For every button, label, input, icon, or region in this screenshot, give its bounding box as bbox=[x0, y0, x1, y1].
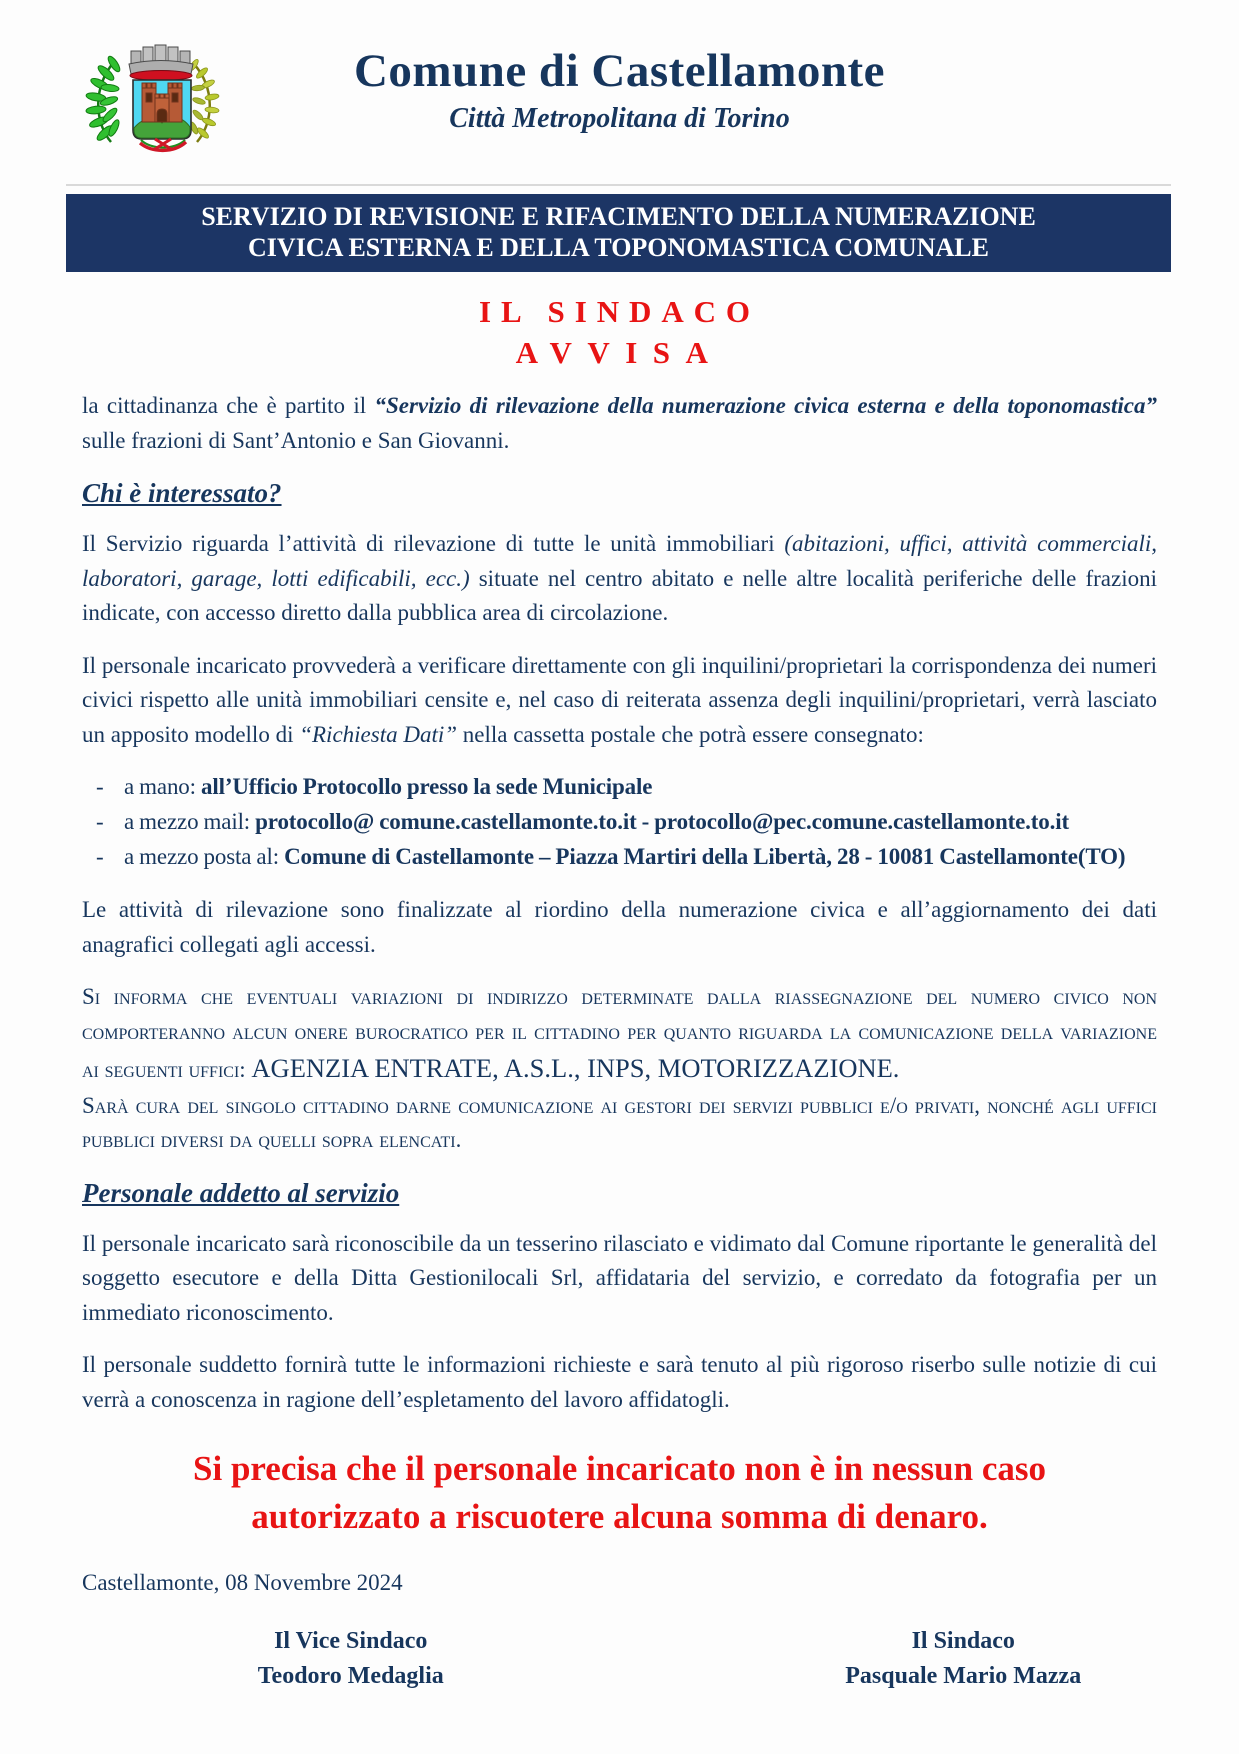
header-divider bbox=[66, 184, 1171, 186]
property-types-list: (abitazioni, uffici, attività commerciali, laboratori, garage, lotti edificabili, ecc.) bbox=[82, 531, 1157, 591]
mural-crown-icon bbox=[129, 45, 193, 81]
banner-line-2: CIVICA ESTERNA E DELLA TOPONOMASTICA COMUNALE bbox=[248, 233, 989, 263]
intro-text-2: sulle frazioni di Sant’Antonio e San Giovanni. bbox=[82, 427, 510, 453]
municipality-title: Comune di Castellamonte bbox=[353, 45, 886, 97]
signature-block bbox=[82, 1624, 1157, 1694]
document-header bbox=[82, 36, 1157, 164]
delivery-postal-address: Comune di Castellamonte – Piazza Martiri della Libertà, 28 - 10081 Castellamonte(TO) bbox=[284, 844, 1126, 870]
richiesta-dati-quote: “Richiesta Dati” bbox=[299, 721, 458, 747]
delivery-label: a mezzo posta al: bbox=[124, 844, 285, 870]
verification-paragraph bbox=[82, 649, 1157, 753]
delivery-options-list bbox=[82, 770, 1157, 875]
intro-text-1: la cittadinanza che è partito il bbox=[82, 393, 375, 419]
delivery-option-hand bbox=[124, 770, 1157, 805]
offices-list: AGENZIA ENTRATE, A.S.L., INPS, MOTORIZZAZIONE. bbox=[251, 1053, 900, 1084]
no-money-warning bbox=[82, 1445, 1157, 1540]
service-scope-paragraph bbox=[82, 527, 1157, 631]
mayor-proclamation bbox=[82, 294, 1157, 371]
signature-mayor bbox=[620, 1624, 1158, 1694]
municipality-subtitle: Città Metropolitana di Torino bbox=[449, 103, 790, 134]
list-item bbox=[82, 770, 1157, 805]
verification-text-2: nella cassetta postale che potrà essere consegnato: bbox=[457, 721, 924, 747]
coat-of-arms-icon bbox=[84, 36, 224, 160]
dash-bullet-icon: - bbox=[96, 774, 104, 800]
address-change-paragraph bbox=[82, 980, 1157, 1089]
proclamation-line-1: IL SINDACO bbox=[479, 294, 760, 330]
list-item bbox=[82, 840, 1157, 875]
delivery-label: a mezzo mail: bbox=[124, 809, 256, 835]
ribbon-icon bbox=[140, 139, 186, 150]
badge-paragraph: Il personale incaricato sarà riconoscibile da un tesserino rilasciato e vidimato dal Comune riportante le generalità del soggetto esecutore e della Ditta Gestionilocali Srl, affidataria del servizio, e corredato da fotografia per un immediato riconoscimento. bbox=[82, 1230, 1157, 1325]
dash-bullet-icon: - bbox=[96, 809, 104, 835]
delivery-option-post bbox=[124, 840, 1157, 875]
service-name-quote: “Servizio di rilevazione della numerazione civica esterna e della toponomastica” bbox=[374, 393, 1157, 419]
intro-paragraph bbox=[82, 389, 1157, 458]
warning-line-2: autorizzato a riscuotere alcuna somma di denaro. bbox=[251, 1496, 988, 1536]
section-heading-personnel: Personale addetto al servizio bbox=[82, 1177, 400, 1208]
place-and-date: Castellamonte, 08 Novembre 2024 bbox=[82, 1569, 403, 1595]
signature-role: Il Sindaco bbox=[911, 1627, 1015, 1654]
dash-bullet-icon: - bbox=[96, 844, 104, 870]
signature-role: Il Vice Sindaco bbox=[274, 1627, 428, 1654]
section-heading-who: Chi è interessato? bbox=[82, 478, 282, 509]
warning-line-1: Si precisa che il personale incaricato non è in nessun caso bbox=[193, 1449, 1046, 1489]
olive-branch-right bbox=[188, 58, 219, 142]
signature-name: Teodoro Medaglia bbox=[257, 1662, 444, 1689]
service-scope-text-1: Il Servizio riguarda l’attività di rilevazione di tutte le unità immobiliari bbox=[82, 531, 785, 557]
citizen-duty-paragraph: Sarà cura del singolo cittadino darne comunicazione ai gestori dei servizi pubblici e/o privati, nonché agli uffici pubblici diversi da quelli sopra elencati. bbox=[82, 1092, 1157, 1153]
service-title-banner bbox=[66, 194, 1171, 272]
goal-paragraph: Le attività di rilevazione sono finalizzate al riordino della numerazione civica e all’aggiornamento dei dati anagrafici collegati agli accessi. bbox=[82, 897, 1157, 957]
delivery-email-addresses: protocollo@ comune.castellamonte.to.it - protocollo@pec.comune.castellamonte.to.it bbox=[255, 809, 1069, 835]
banner-line-1: SERVIZIO DI REVISIONE E RIFACIMENTO DELLA NUMERAZIONE bbox=[201, 202, 1036, 231]
service-scope-text-2: situate nel centro abitato e nelle altre località periferiche delle frazioni indicate, con accesso diretto dalla pubblica area di circolazione. bbox=[82, 565, 1157, 626]
delivery-value: all’Ufficio Protocollo presso la sede Municipale bbox=[201, 774, 653, 800]
signature-vice-mayor bbox=[82, 1624, 620, 1694]
laurel-branch-left bbox=[85, 55, 121, 143]
signature-name: Pasquale Mario Mazza bbox=[845, 1662, 1082, 1689]
verification-text-1: Il personale incaricato provvederà a verificare direttamente con gli inquilini/proprietari la corrispondenza dei numeri civici rispetto alle unità immobiliari censite e, nel caso di reiterata assenza degli inquilini/proprietari, verrà lasciato un apposito modello di bbox=[82, 652, 1157, 747]
proclamation-line-2: AVVISA bbox=[515, 335, 724, 371]
confidentiality-paragraph: Il personale suddetto fornirà tutte le informazioni richieste e sarà tenuto al più rigoroso riserbo sulle notizie di cui verrà a conoscenza in ragione dell’espletamento del lavoro affidatogli. bbox=[82, 1352, 1157, 1412]
delivery-label: a mano: bbox=[124, 774, 201, 800]
address-change-text: Si informa che eventuali variazioni di indirizzo determinate dalla riassegnazione del numero civico non comporteranno alcun onere burocratico per il cittadino per quanto riguarda la comunicazione della variazione ai seguenti uffici: bbox=[82, 984, 1157, 1083]
list-item bbox=[82, 805, 1157, 840]
delivery-option-email bbox=[124, 805, 1157, 840]
